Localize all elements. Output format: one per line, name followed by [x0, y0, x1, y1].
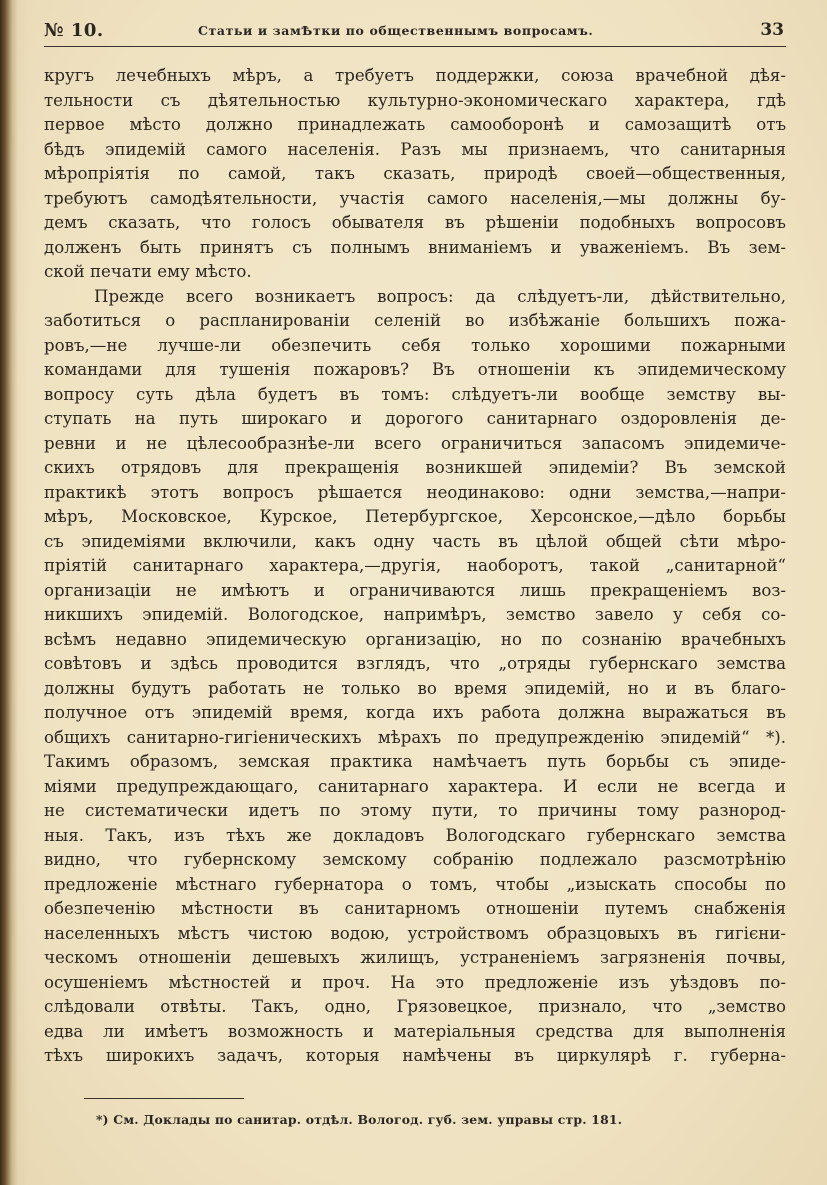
- text-line: скихъ отрядовъ для прекращенія возникшей эпидеміи? Въ земской: [44, 458, 786, 477]
- text-line: обезпеченію мѣстности въ санитарномъ отношеніи путемъ снабженія: [44, 899, 786, 918]
- issue-number: № 10.: [44, 20, 104, 41]
- text-line: тѣхъ широкихъ задачъ, которыя намѣчены въ циркулярѣ г. губерна-: [44, 1046, 786, 1065]
- text-line: видно, что губернскому земскому собранію подлежало разсмотрѣнію: [44, 850, 786, 869]
- text-line: первое мѣсто должно принадлежать самооборонѣ и самозащитѣ отъ: [44, 115, 786, 134]
- text-line: заботиться о распланированіи селеній во избѣжаніе большихъ пожа-: [44, 311, 786, 330]
- text-line: населенныхъ мѣстъ чистою водою, устройствомъ образцовыхъ въ гигієни-: [44, 923, 786, 943]
- text-line: практикѣ этотъ вопросъ рѣшается неодинаково: одни земства,—напри-: [44, 482, 786, 502]
- text-line: пріятій санитарнаго характера,—другія, наоборотъ, такой „санитарной“: [44, 556, 786, 575]
- text-line: получное отъ эпидемій время, когда ихъ работа должна выражаться въ: [44, 703, 786, 722]
- text-line: общихъ санитарно-гигіеническихъ мѣрахъ по предупрежденію эпидемій“ *).: [44, 727, 786, 747]
- text-line: ческомъ отношеніи дешевыхъ жилищъ, устраненіемъ загрязненія почвы,: [44, 948, 786, 967]
- text-line: ныя. Такъ, изъ тѣхъ же докладовъ Вологодскаго губернскаго земства: [44, 825, 786, 845]
- text-line: не систематически идетъ по этому пути, то причины тому разнород-: [44, 801, 786, 820]
- text-line: организаціи не имѣютъ и ограничиваются лишь прекращеніемъ воз-: [44, 580, 786, 600]
- footnote-rule: [84, 1098, 244, 1099]
- text-line: вопросу суть дѣла будетъ въ томъ: слѣдуетъ-ли вообще земству вы-: [44, 384, 786, 404]
- text-line: осушеніемъ мѣстностей и проч. На это предложеніе изъ уѣздовъ по-: [44, 972, 786, 992]
- text-line: тельности съ дѣятельностью культурно-экономическаго характера, гдѣ: [44, 90, 786, 110]
- text-line: никшихъ эпидемій. Вологодское, напримѣръ, земство завело у себя со-: [44, 605, 786, 624]
- text-line: ревни и не цѣлесообразнѣе-ли всего ограничиться запасомъ эпидемиче-: [44, 433, 786, 453]
- text-line: мѣръ, Московское, Курское, Петербургское, Херсонское,—дѣло борьбы: [44, 507, 786, 526]
- text-line: Такимъ образомъ, земская практика намѣчаетъ путь борьбы съ эпиде-: [44, 752, 786, 771]
- text-line: кругъ лечебныхъ мѣръ, а требуетъ поддержки, союза врачебной дѣя-: [44, 66, 786, 85]
- section-title: Статьи и замѢтки по общественнымъ вопросамъ.: [198, 23, 594, 38]
- text-line: бѣдъ эпидемій самого населенія. Разъ мы признаемъ, что санитарныя: [44, 139, 786, 159]
- text-line: всѣмъ недавно эпидемическую организацію, но по сознанію врачебныхъ: [44, 629, 786, 649]
- text-line: требуютъ самодѣятельности, участія самого населенія,—мы должны бу-: [44, 188, 786, 208]
- text-line: ступать на путь широкаго и дорогого санитарнаго оздоровленія де-: [44, 409, 786, 428]
- text-line: Прежде всего возникаетъ вопросъ: да слѣдуетъ-ли, дѣйствительно,: [94, 286, 786, 306]
- page-number: 33: [760, 20, 784, 40]
- text-line: мѣропріятія по самой, такъ сказать, природѣ своей—общественныя,: [44, 164, 786, 183]
- footnote: *) См. Доклады по санитар. отдѣл. Вологод. губ. зем. управы стр. 181.: [96, 1112, 623, 1127]
- text-line: совѣтовъ и здѣсь проводится взглядъ, что „отряды губернскаго земства: [44, 654, 786, 673]
- text-line: едва ли имѣетъ возможность и матеріальныя средства для выполненія: [44, 1021, 786, 1041]
- page-binding-edge: [0, 0, 18, 1185]
- text-line: ровъ,—не лучше-ли обезпечить себя только хорошими пожарными: [44, 335, 786, 355]
- running-header: [44, 18, 786, 47]
- text-line: предложеніе мѣстнаго губернатора о томъ, чтобы „изыскать способы по: [44, 874, 786, 894]
- text-line: должны будутъ работать не только во время эпидемій, но и въ благо-: [44, 678, 786, 698]
- text-line: съ эпидеміями включили, какъ одну часть въ цѣлой общей сѣти мѣро-: [44, 531, 786, 551]
- main-text: [44, 64, 786, 1069]
- text-line: долженъ быть принятъ съ полнымъ вниманіемъ и уваженіемъ. Въ зем-: [44, 237, 786, 257]
- text-line: ской печати ему мѣсто.: [44, 262, 252, 281]
- text-line: міями предупреждающаго, санитарнаго характера. И если не всегда и: [44, 776, 786, 796]
- text-line: слѣдовали отвѣты. Такъ, одно, Грязовецкое, признало, что „земство: [44, 997, 786, 1016]
- text-line: демъ сказать, что голосъ обывателя въ рѣшеніи подобныхъ вопросовъ: [44, 213, 786, 232]
- text-line: командами для тушенія пожаровъ? Въ отношеніи къ эпидемическому: [44, 360, 786, 379]
